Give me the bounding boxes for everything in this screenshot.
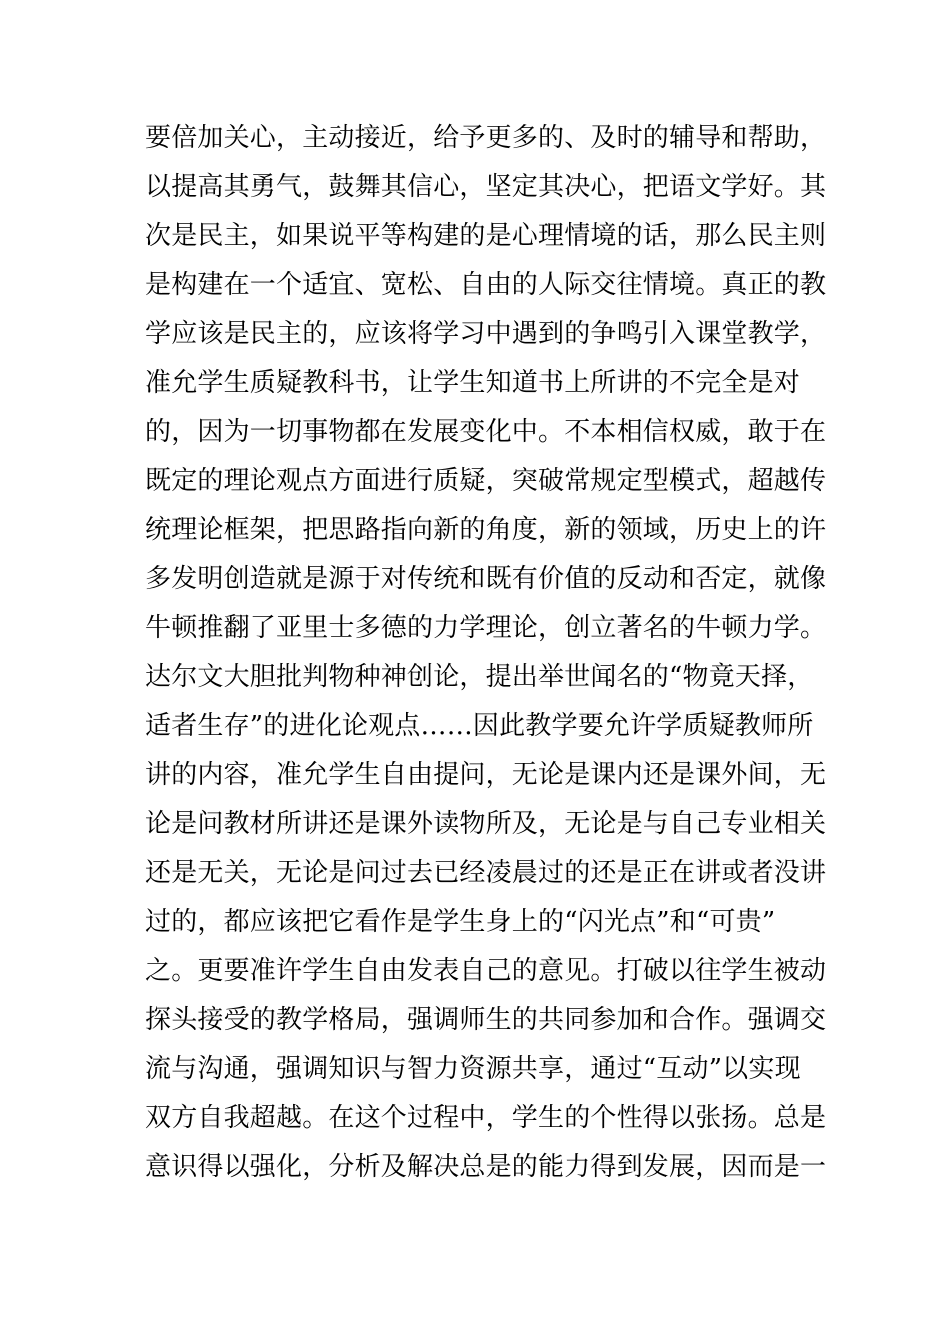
text-line: 达尔文大胆批判物种神创论，提出举世闻名的“物竟天择， <box>145 662 814 692</box>
text-line: 次是民主，如果说平等构建的是心理情境的话，那么民主则 <box>145 221 827 251</box>
text-line: 以提高其勇气，鼓舞其信心，坚定其决心，把语文学好。其 <box>145 172 827 202</box>
body-text <box>145 114 845 1192</box>
text-line: 统理论框架，把思路指向新的角度，新的领域，历史上的许 <box>145 515 827 545</box>
text-line: 还是无关，无论是问过去已经凌晨过的还是正在讲或者没讲 <box>145 858 827 888</box>
text-line: 要倍加关心，主动接近，给予更多的、及时的辅导和帮助， <box>145 123 827 153</box>
text-line: 论是问教材所讲还是课外读物所及，无论是与自己专业相关 <box>145 809 827 839</box>
text-line: 之。更要准许学生自由发表自己的意见。打破以往学生被动 <box>145 956 827 986</box>
text-line: 多发明创造就是源于对传统和既有价值的反动和否定，就像 <box>145 564 827 594</box>
text-line: 适者生存”的进化论观点……因此教学要允许学质疑教师所 <box>145 711 814 741</box>
text-line: 流与沟通，强调知识与智力资源共享，通过“互动”以实现 <box>145 1054 801 1084</box>
text-line: 学应该是民主的，应该将学习中遇到的争鸣引入课堂教学， <box>145 319 827 349</box>
text-line: 过的，都应该把它看作是学生身上的“闪光点”和“可贵” <box>145 907 776 937</box>
text-line: 探头接受的教学格局，强调师生的共同参加和合作。强调交 <box>145 1005 827 1035</box>
text-line: 准允学生质疑教科书，让学生知道书上所讲的不完全是对 <box>145 368 801 398</box>
text-line: 的，因为一切事物都在发展变化中。不本相信权威，敢于在 <box>145 417 827 447</box>
text-line: 意识得以强化，分析及解决总是的能力得到发展，因而是一 <box>145 1152 827 1182</box>
text-line: 牛顿推翻了亚里士多德的力学理论，创立著名的牛顿力学。 <box>145 613 827 643</box>
text-line: 既定的理论观点方面进行质疑，突破常规定型模式，超越传 <box>145 466 827 496</box>
text-line: 双方自我超越。在这个过程中，学生的个性得以张扬。总是 <box>145 1103 827 1133</box>
text-line: 是构建在一个适宜、宽松、自由的人际交往情境。真正的教 <box>145 270 827 300</box>
text-line: 讲的内容，准允学生自由提问，无论是课内还是课外间，无 <box>145 760 827 790</box>
